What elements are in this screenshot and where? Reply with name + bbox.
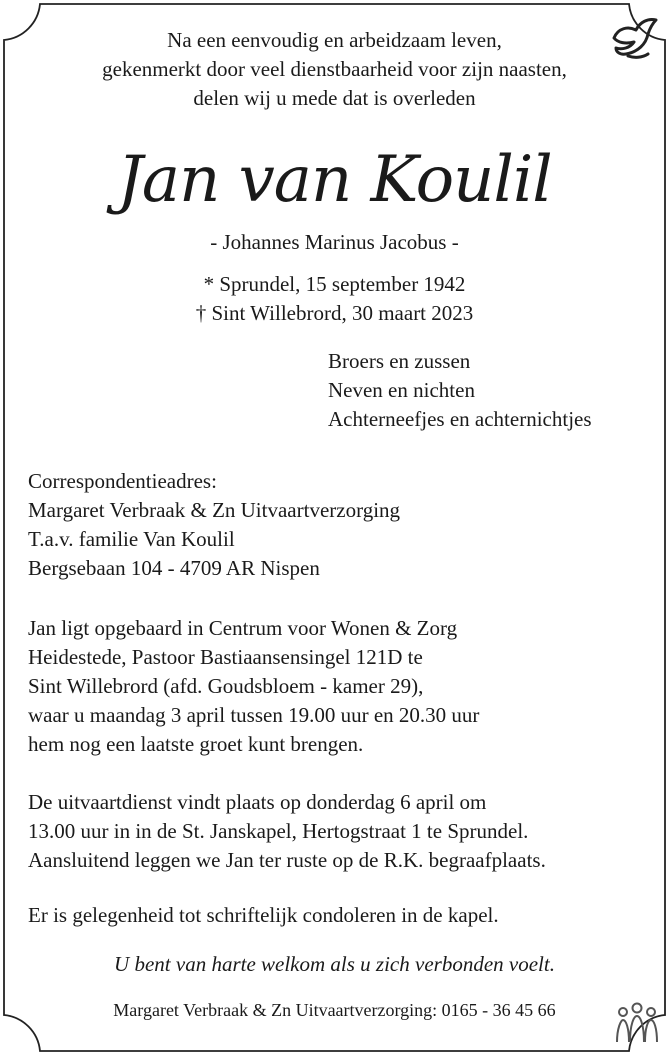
deceased-name: Jan van Koulil <box>117 143 552 217</box>
viewing-line: Sint Willebrord (afd. Goudsbloem - kamer 29), <box>28 674 424 698</box>
relatives-line: Neven en nichten <box>328 378 475 402</box>
address-line: Bergsebaan 104 - 4709 AR Nispen <box>28 556 320 580</box>
viewing-info <box>28 614 648 759</box>
welcome-note <box>0 950 669 979</box>
intro-line: delen wij u mede dat is overleden <box>193 86 476 110</box>
funeral-service-info <box>28 788 658 875</box>
address-line: T.a.v. familie Van Koulil <box>28 527 235 551</box>
life-dates <box>0 270 669 328</box>
service-line: Aansluitend leggen we Jan ter ruste op de R.K. begraafplaats. <box>28 848 546 872</box>
service-line: De uitvaartdienst vindt plaats op donderdag 6 april om <box>28 790 487 814</box>
correspondence-address <box>28 467 648 583</box>
full-name-text: - Johannes Marinus Jacobus - <box>210 230 459 254</box>
intro-line: gekenmerkt door veel dienstbaarheid voor zijn naasten, <box>102 57 567 81</box>
people-icon <box>613 1000 661 1044</box>
death-date: † Sint Willebrord, 30 maart 2023 <box>195 301 474 325</box>
relatives-line: Broers en zussen <box>328 349 471 373</box>
birth-date: * Sprundel, 15 september 1942 <box>203 272 466 296</box>
address-line: Margaret Verbraak & Zn Uitvaartverzorging <box>28 498 401 522</box>
viewing-line: waar u maandag 3 april tussen 19.00 uur en 20.30 uur <box>28 703 480 727</box>
viewing-line: Jan ligt opgebaard in Centrum voor Wonen & Zorg <box>28 616 458 640</box>
full-name <box>0 228 669 257</box>
relatives-list <box>328 347 658 434</box>
funeral-director-footer <box>0 996 669 1025</box>
viewing-line: hem nog een laatste groet kunt brengen. <box>28 732 364 756</box>
viewing-line: Heidestede, Pastoor Bastiaansensingel 121D te <box>28 645 423 669</box>
welcome-text: U bent van harte welkom als u zich verbonden voelt. <box>114 952 555 976</box>
address-line: Correspondentieadres: <box>28 469 217 493</box>
intro-line: Na een eenvoudig en arbeidzaam leven, <box>167 28 502 52</box>
intro-text <box>0 26 669 113</box>
service-line: 13.00 uur in in de St. Janskapel, Hertogstraat 1 te Sprundel. <box>28 819 529 843</box>
condolence-text: Er is gelegenheid tot schriftelijk condoleren in de kapel. <box>28 903 499 927</box>
condolence-info <box>28 901 648 930</box>
relatives-line: Achterneefjes en achternichtjes <box>328 407 592 431</box>
footer-text: Margaret Verbraak & Zn Uitvaartverzorging: 0165 - 36 45 66 <box>113 1000 556 1020</box>
